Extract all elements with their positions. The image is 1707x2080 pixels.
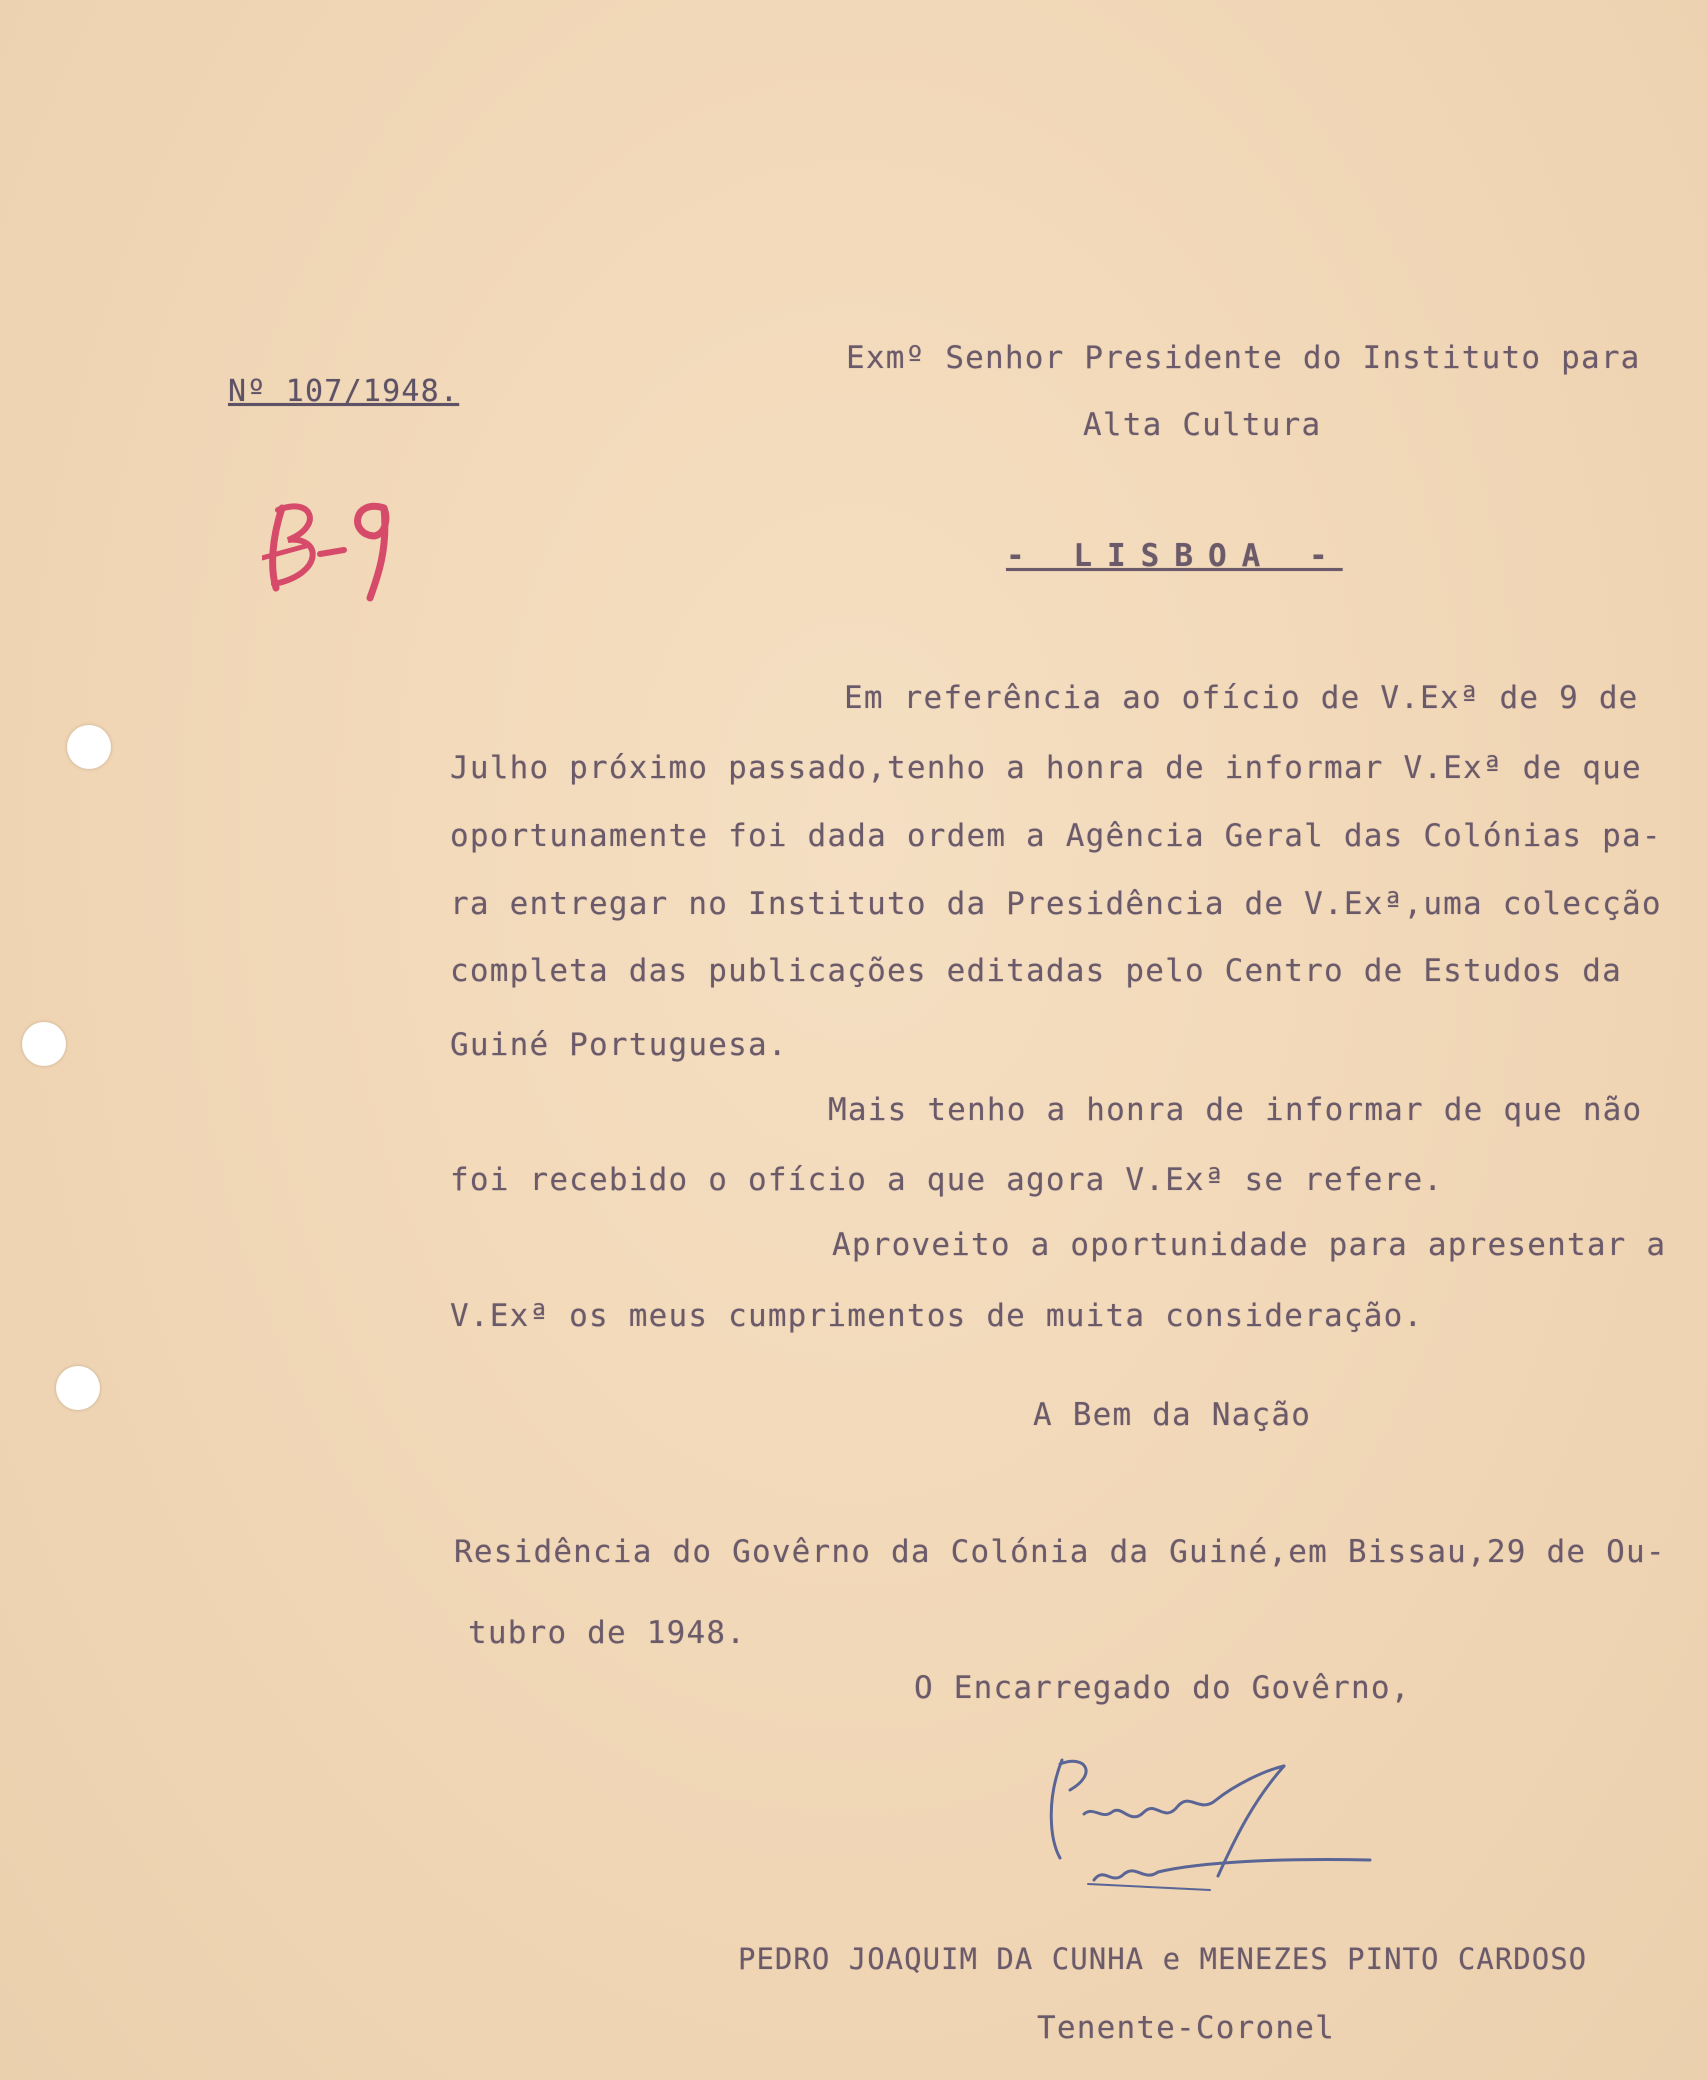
body-line: Em referência ao ofício de V.Exª de 9 de [844, 680, 1639, 716]
body-line: Mais tenho a honra de informar de que não [828, 1092, 1643, 1128]
closing-formula: A Bem da Nação [1033, 1397, 1312, 1433]
punch-hole-middle [22, 1022, 66, 1066]
addressee-city: - LISBOA - [1006, 538, 1343, 574]
body-line: Aproveito a oportunidade para apresentar a [832, 1227, 1667, 1263]
body-line: completa das publicações editadas pelo Centro de Estudos da [450, 953, 1622, 989]
place-date-line-2: tubro de 1948. [468, 1615, 747, 1651]
body-line: oportunamente foi dada ordem a Agência Geral das Colónias pa- [450, 818, 1662, 854]
body-line: Guiné Portuguesa. [450, 1027, 788, 1063]
signatory-rank: Tenente-Coronel [1037, 2010, 1335, 2046]
place-date-line-1: Residência do Govêrno da Colónia da Guiné,em Bissau,29 de Ou- [454, 1534, 1666, 1570]
punch-hole-top [67, 725, 111, 769]
body-line: Julho próximo passado,tenho a honra de informar V.Exª de que [450, 750, 1642, 786]
addressee-line-1: Exmº Senhor Presidente do Instituto para [846, 340, 1641, 376]
body-line: foi recebido o ofício a que agora V.Exª se refere. [450, 1162, 1444, 1198]
body-line: ra entregar no Instituto da Presidência de V.Exª,uma colecção [450, 886, 1662, 922]
addressee-line-2: Alta Cultura [1083, 407, 1322, 443]
punch-hole-bottom [56, 1366, 100, 1410]
red-handwritten-mark [262, 488, 412, 608]
reference-number: Nº 107/1948. [228, 374, 460, 409]
signatory-title: O Encarregado do Govêrno, [914, 1670, 1411, 1706]
body-line: V.Exª os meus cumprimentos de muita consideração. [450, 1298, 1424, 1334]
signature [1040, 1740, 1380, 1920]
signatory-name: PEDRO JOAQUIM DA CUNHA e MENEZES PINTO CARDOSO [738, 1942, 1588, 1976]
